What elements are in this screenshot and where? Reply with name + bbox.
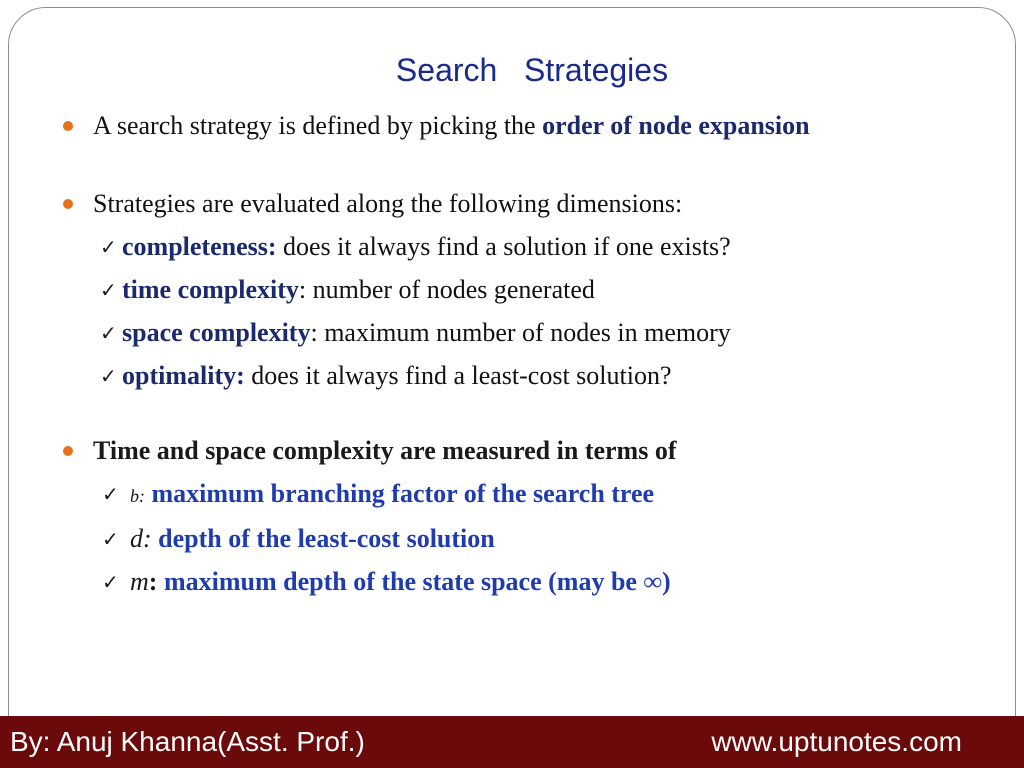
- checkmark-icon: ✓: [102, 482, 119, 506]
- sub-item-var: m: [130, 567, 149, 596]
- bullet-text: A search strategy is defined by picking the: [93, 111, 543, 140]
- sub-item-term: optimality:: [122, 361, 245, 390]
- sub-item-desc: does it always find a least-cost solution?: [244, 361, 672, 390]
- bullet-item: [60, 186, 990, 222]
- sub-item-space-complexity: [60, 315, 990, 351]
- sub-item-desc: : maximum number of nodes in memory: [310, 318, 731, 347]
- sub-item-branching-factor: [60, 476, 990, 514]
- sub-item-desc: maximum branching factor of the search tree: [151, 479, 655, 508]
- sub-item-completeness: [60, 229, 990, 265]
- bullet-highlight: order of node expansion: [542, 111, 810, 140]
- sub-item-var: b:: [130, 486, 145, 506]
- footer-website: www.uptunotes.com: [711, 726, 962, 757]
- checkmark-icon: ✓: [102, 527, 119, 551]
- sub-item-time-complexity: [60, 272, 990, 308]
- sub-item-var: d:: [130, 524, 152, 553]
- sub-item-desc: : number of nodes generated: [298, 275, 595, 304]
- footer-author: By: Anuj Khanna(Asst. Prof.): [10, 726, 365, 757]
- footer-bar: [0, 716, 1024, 768]
- bullet-text: Time and space complexity are measured in terms of: [93, 436, 677, 465]
- checkmark-icon: ✓: [100, 235, 117, 259]
- bullet-dot-icon: [63, 199, 73, 209]
- checkmark-icon: ✓: [102, 570, 119, 594]
- sub-item-colon: :: [148, 567, 158, 596]
- checkmark-icon: ✓: [100, 278, 117, 302]
- sub-item-depth: [60, 521, 990, 557]
- slide-content: [60, 108, 990, 600]
- bullet-dot-icon: [63, 121, 73, 131]
- slide-title: Search Strategies: [395, 52, 669, 88]
- bullet-dot-icon: [63, 446, 73, 456]
- sub-item-desc: maximum depth of the state space (may be ∞): [163, 567, 671, 596]
- bullet-text: Strategies are evaluated along the following dimensions:: [93, 189, 683, 218]
- bullet-item: [60, 433, 990, 469]
- sub-item-max-depth: [60, 564, 990, 600]
- bullet-item: [60, 108, 990, 144]
- sub-item-term: time complexity: [122, 275, 299, 304]
- sub-item-optimality: [60, 358, 990, 394]
- checkmark-icon: ✓: [100, 364, 117, 388]
- sub-item-desc: does it always find a solution if one exists?: [276, 232, 731, 261]
- sub-item-desc: depth of the least-cost solution: [158, 524, 495, 553]
- checkmark-icon: ✓: [100, 321, 117, 345]
- sub-item-term: space complexity: [122, 318, 311, 347]
- sub-item-term: completeness:: [122, 232, 277, 261]
